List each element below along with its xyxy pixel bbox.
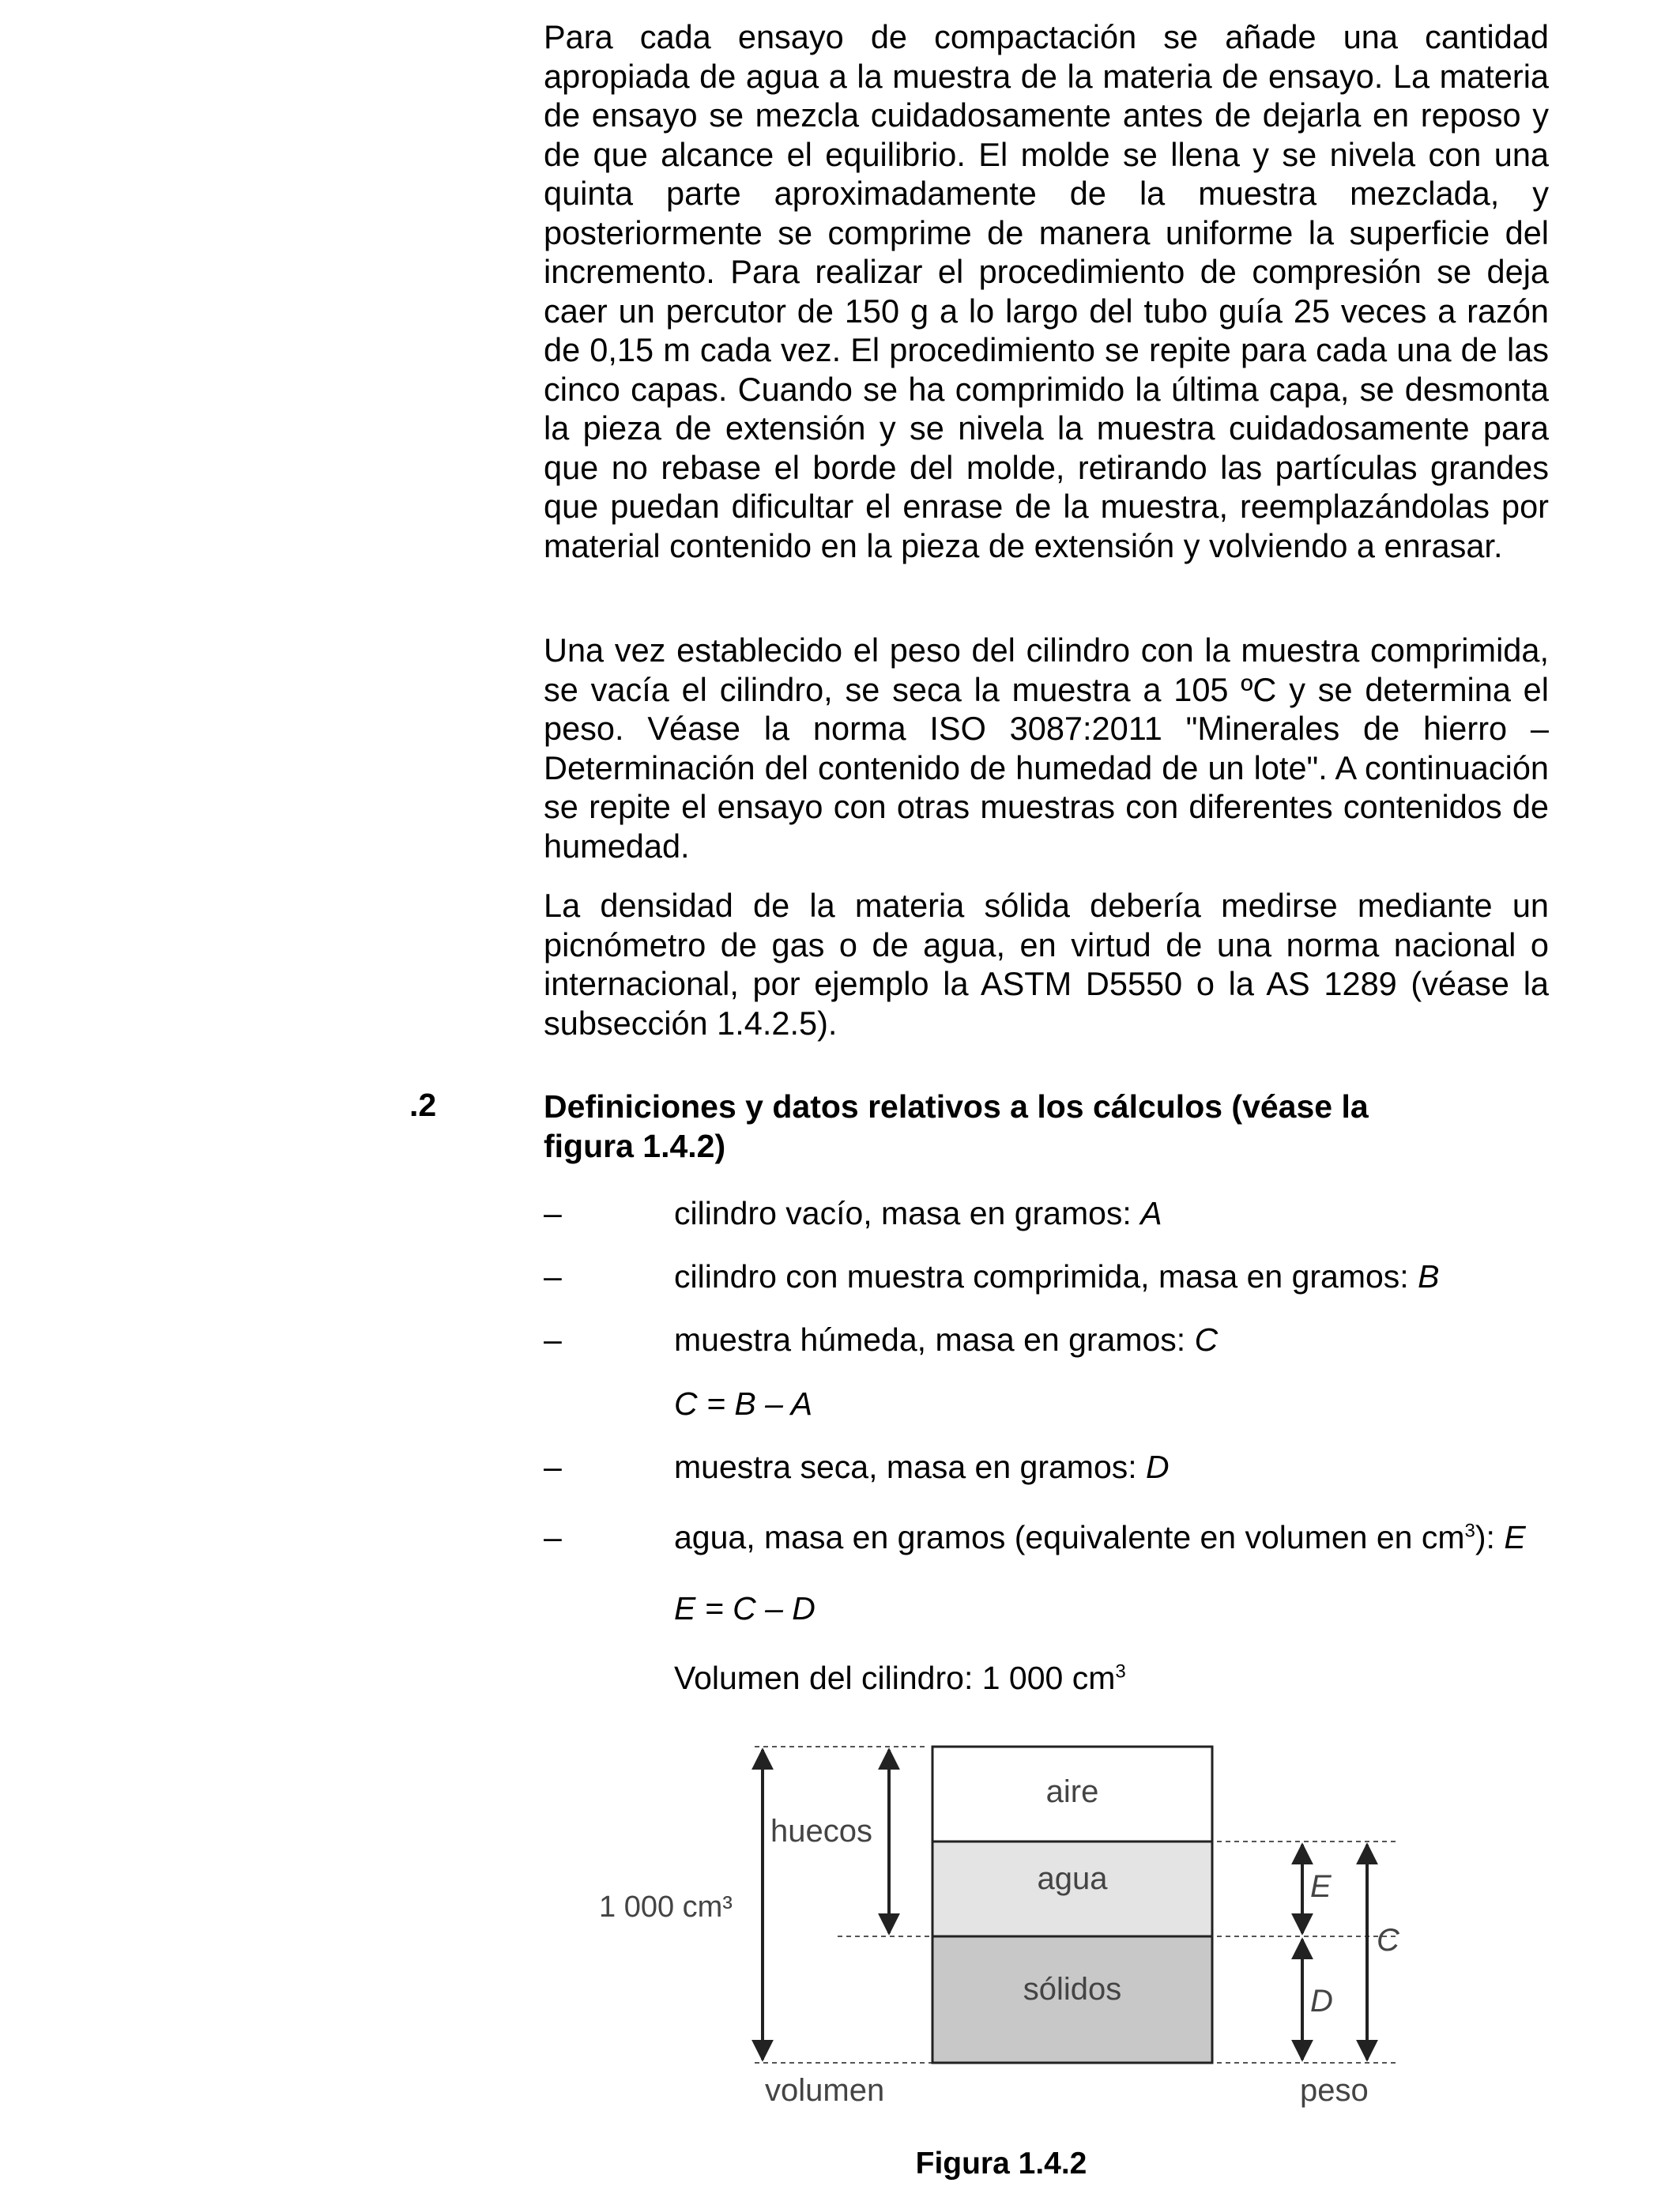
section-title-line2: figura 1.4.2) bbox=[544, 1128, 726, 1164]
definition-empty-cylinder bbox=[674, 1195, 1162, 1232]
definition-variable: E bbox=[1504, 1519, 1526, 1555]
definition-cylinder-with-sample bbox=[674, 1258, 1439, 1295]
paragraph-solid-density: La densidad de la materia sólida debería medirse mediante un picnómetro de gas o de agua, en virtud de una norma nacional o internacional, por ejemplo la ASTM D5550 o la AS 1289 (véase la subsección 1.4.2.5). bbox=[544, 887, 1549, 1042]
figure-caption-text: Figura 1.4.2 bbox=[915, 2147, 1087, 2181]
definition-water bbox=[674, 1519, 1526, 1556]
bullet-dash: – bbox=[544, 1195, 562, 1231]
paragraph-compaction-procedure: Para cada ensayo de compactación se añade una cantidad apropiada de agua a la muestra de la materia de ensayo. La materia de ensayo se mezcla cuidadosamente antes de dejarla en reposo y de que alcance el equilibrio. El molde se llena y se nivela con una quinta parte aproximadamente de la muestra mezclada, y posteriormente se comprime de manera uniforme la superficie del incremento. Para realizar el procedimiento de compresión se deja caer un percutor de 150 g a lo largo del tubo guía 25 veces a razón de 0,15 m cada vez. El procedimiento se repite para cada una de las cinco capas. Cuando se ha comprimido la última capa, se desmonta la pieza de extensión y se nivela la muestra cuidadosamente para que no rebase el borde del molde, retirando las partículas grandes que puedan dificultar el enrase de la muestra, reemplazándolas por material contenido en la pieza de extensión y volviendo a enrasar. bbox=[544, 18, 1549, 564]
bullet-dash: – bbox=[544, 1321, 562, 1358]
definition-text: agua, masa en gramos (equivalente en volumen en cm bbox=[674, 1519, 1465, 1555]
section-title bbox=[544, 1087, 1452, 1166]
definition-variable: B bbox=[1418, 1258, 1440, 1295]
bullet-dash: – bbox=[544, 1449, 562, 1485]
definition-wet-sample bbox=[674, 1321, 1218, 1359]
cylinder-volume bbox=[674, 1660, 1126, 1697]
definition-dry-sample bbox=[674, 1449, 1170, 1486]
definition-text: cilindro con muestra comprimida, masa en gramos: bbox=[674, 1258, 1418, 1295]
label-huecos: huecos bbox=[770, 1814, 872, 1849]
label-c: C bbox=[1377, 1923, 1399, 1958]
section-title-line1: Definiciones y datos relativos a los cálculos (véase la bbox=[544, 1088, 1369, 1125]
label-total-volume: 1 000 cm³ bbox=[599, 1891, 733, 1924]
figure-caption bbox=[0, 2147, 1680, 2181]
definition-variable: C bbox=[1194, 1321, 1219, 1358]
label-solidos: sólidos bbox=[1023, 1972, 1122, 2007]
equation-c: C = B – A bbox=[674, 1385, 813, 1422]
phase-diagram-figure bbox=[585, 1739, 1422, 2118]
definition-text: ): bbox=[1475, 1519, 1505, 1555]
definition-text: muestra seca, masa en gramos: bbox=[674, 1449, 1147, 1485]
section-number: .2 bbox=[409, 1087, 437, 1123]
definition-variable: A bbox=[1140, 1195, 1162, 1231]
superscript: 3 bbox=[1464, 1520, 1475, 1542]
definition-variable: D bbox=[1146, 1449, 1170, 1485]
definition-text: cilindro vacío, masa en gramos: bbox=[674, 1195, 1141, 1231]
label-volumen: volumen bbox=[765, 2073, 885, 2108]
superscript: 3 bbox=[1115, 1661, 1126, 1683]
label-d: D bbox=[1310, 1984, 1333, 2019]
label-agua: agua bbox=[1037, 1861, 1108, 1896]
definition-text: muestra húmeda, masa en gramos: bbox=[674, 1321, 1195, 1358]
label-peso: peso bbox=[1300, 2073, 1369, 2108]
bullet-dash: – bbox=[544, 1519, 562, 1555]
cylinder-volume-text: Volumen del cilindro: 1 000 cm bbox=[674, 1660, 1116, 1696]
label-e: E bbox=[1310, 1869, 1332, 1904]
equation-e: E = C – D bbox=[674, 1590, 816, 1627]
label-aire: aire bbox=[1045, 1774, 1099, 1809]
bullet-dash: – bbox=[544, 1258, 562, 1295]
paragraph-drying-weighing: Una vez establecido el peso del cilindro con la muestra comprimida, se vacía el cilindro, se seca la muestra a 105 ºC y se determina el peso. Véase la norma ISO 3087:2011 "Minerales de hierro – Determinación del contenido de humedad de un lote". A continuación se repite el ensayo con otras muestras con diferentes contenidos de humedad. bbox=[544, 631, 1549, 865]
